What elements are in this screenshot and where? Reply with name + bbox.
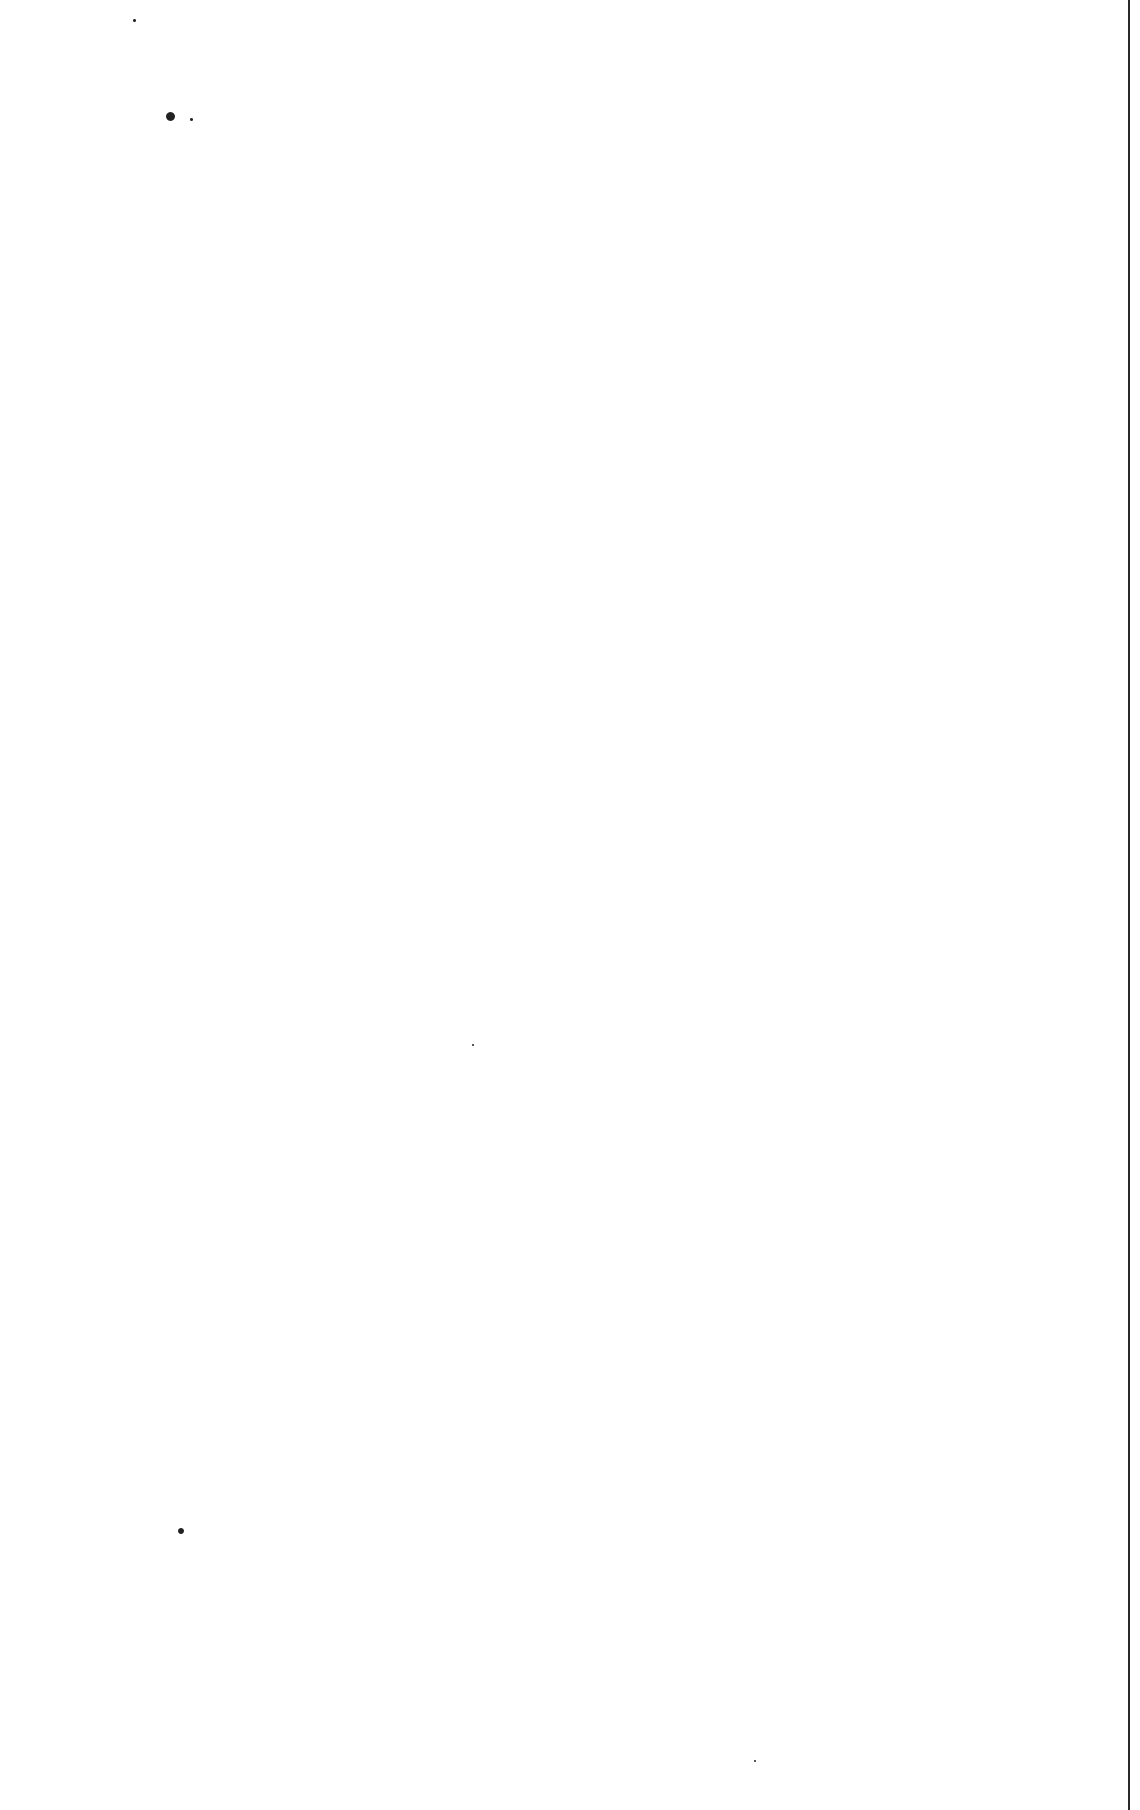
page-edge	[1128, 0, 1130, 1810]
